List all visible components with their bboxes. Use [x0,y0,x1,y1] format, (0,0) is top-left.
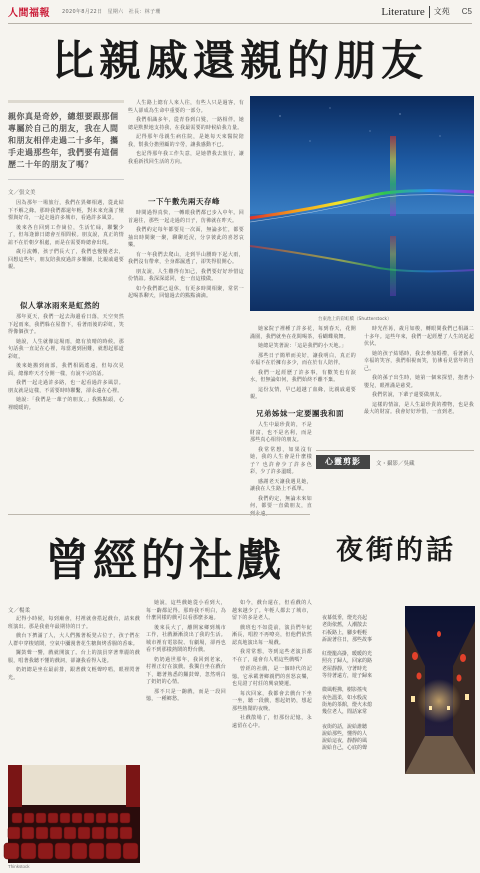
paragraph: 我的孫子出生時，她第一個來探望，抱著小嬰兒，眼裡滿是慈愛。 [364,375,474,389]
paragraph: 我常常想，如果沒有她，我的人生會是什麼樣子？也許會少了許多色彩，少了許多溫暖。 [250,446,312,475]
poem-line: 等待著遠方，遊子歸來 [322,673,373,680]
poem-line: 紅燈籠高掛，暖暖的光 [322,651,373,658]
section-label [381,6,449,18]
article-column-3 [250,326,356,404]
paragraph: 戲班也不如從前，演員們年紀漸長，唱腔不再嘹亮，但他們依然認真地演出每一場戲。 [232,624,312,646]
article2-column-3 [232,600,312,862]
photo-caption: 台東池上的彩虹橋（Shutterstock） [318,317,392,322]
paragraph: 社戲散場了，但那份記憶，永遠留在心中。 [232,715,312,729]
section-divider [8,514,310,515]
paragraph: 奶奶總是坐在最前排，跟著戲文輕聲哼唱，眼裡閃著光。 [8,667,140,681]
article-column-2 [128,100,244,190]
paragraph: 她說，人生就像這場雨，總有放晴的時候。那句話我一直記在心裡，每當遇到困難，就想起那道彩虹。 [8,338,124,360]
paragraph: 我們約定，無論未來如何，都要一直做朋友，直 [250,495,312,509]
paragraph: 因為那年一場旅行，我們在異鄉相遇，從此結下不解之緣。那時我們都還年輕，對未來充滿了憧憬與好奇，一起走過許多城市，看過許多風景。 [8,200,124,221]
paragraph: 我們相識多年，從青春到白髮，一路相伴。她總是默默地支持我，在我最需要的時候給我力量。 [128,117,244,131]
poem-stanza [322,615,402,644]
paragraph: 那年夏天，我們一起去海邊看日落，天空突然下起雨來，我們躲在屋簷下，看著雨後的彩虹，笑得像個孩子。 [8,314,124,335]
paragraph: 朋友說，人生難得有知己，我們要好好珍惜這份情誼。我深深認同，也一直這樣做。 [128,268,244,282]
paragraph: 也記得那年我工作失意，是她帶我去旅行，讓我重新找回生活的方向。 [128,151,244,165]
paragraph: 時光荏苒，歲月如梭，轉眼間我們已相識二十多年。這些年來，我們一起經歷了人生的起起伏伏。 [364,326,474,347]
theater-seats-photo [8,765,140,863]
night-street-photo [405,606,475,774]
section-divider [316,450,474,451]
poem-line: 街角的茶館，燈火未熄 [322,701,373,708]
article-column-1b [8,314,124,510]
section-name-en: Literature [381,6,429,18]
paragraph: 感謝老天讓我遇見她，讓我在人生路上不孤單。 [250,478,312,492]
paragraph: 她說：「我們是一輩子的朋友。」我點點頭，心裡暖暖的。 [8,397,124,411]
article-column-2b [128,210,244,510]
paragraph: 曾經的社戲，是一個時代的記憶。它承載著鄉親們的喜怒哀樂，也見證了村莊的興衰變遷。 [232,666,312,687]
paragraph: 我們一起經歷了許多事，有歡笑也有淚水，但無論如何，我們始終不離不棄。 [250,369,356,383]
article-headline: 比親戚還親的朋友 [51,36,428,85]
poem-stanza [322,687,402,716]
poem-line: 幾位老人，閒話家常 [322,709,368,716]
paragraph: 我常常想，等到這些老演員都不在了，還會有人唱這些戲嗎？ [232,649,312,663]
paragraph: 如今，戲台還在，但看戲的人越來越少了。年輕人都去了城市，留下的多是老人。 [232,600,312,621]
paragraph: 如今我們都已退休，有更多時間相聚，常常一起喝茶聊天，回憶過去的點點滴滴。 [128,285,244,299]
poem-title: 夜街的話 [336,535,456,566]
subheading: 一下午數先兩天存峰 [148,197,220,206]
paragraph: 每次回家，我都會去戲台下坐一坐，聽一段戲，想起奶奶，想起那些熱鬧的夜晚。 [232,690,312,712]
paragraph: 戲台下擠滿了人，大人們搬著板凳占位子，孩子們在人群中穿梭嬉鬧，空氣中瀰漫著花生糖與烤香腸的香味。 [8,633,140,647]
poem-stanza [322,724,402,753]
paragraph: 後來長大了，離開家鄉到城市工作，社戲漸漸淡出了我的生活。城市裡有電影院、有劇場，卻再也看不到那樣熱鬧的野台戲。 [146,624,226,653]
column-tag: 心靈剪影 [316,455,370,469]
poem-line: 說給這夜，靜靜的風 [322,738,368,745]
paragraph: 她家院子裡種了許多花，每到春天，花開滿園，我們就坐在花間喝茶，看蝴蝶飛舞。 [250,326,356,340]
paragraph: 時間過得真快，一轉眼我們都已步入中年。回首過往，那些一起走過的日子，彷彿就在昨天。 [128,210,244,224]
paragraph: 她總是笑著說：「這是我們的小天地。」 [258,343,347,349]
article-byline: 文／張文美 [8,190,36,196]
poem-line: 照亮了歸人，回家的路 [322,658,373,665]
page-header [8,0,472,24]
poem-line: 訴說著往日，那些故事 [322,636,373,643]
paragraph: 後來她搬到南部，我們相隔遙遠，但每次見面，總像昨天才分開一樣，有說不完的話。 [8,363,124,377]
paragraph: 記得小時候，每到廟會，村裡就會搭起戲台，請來戲班演出。那是我童年最期待的日子。 [8,616,140,630]
poem-line: 老街依舊，人潮散去 [322,622,368,629]
poem-line: 石板路上，腳步輕輕 [322,629,368,636]
page-number: C5 [461,7,472,16]
paragraph: 她的孩子結婚時，我去參加婚禮，看著新人幸福的笑容，我們相視而笑，彷彿看見當年的自己。 [364,350,474,372]
paragraph: 這樣的情誼，是人生最珍貴的禮物，也是我最大的財富。我會好好珍惜，一直到老。 [364,401,474,415]
paragraph: 那些日子簡單而美好，讓我明白，真正的幸福不在於擁有多少，而在於有人陪伴。 [250,352,356,366]
article-headline: 曾經的社戲 [45,535,285,586]
poem-line: 說給自己，心底的聲 [322,745,368,752]
article-byline: 文／楊柔 [8,608,31,614]
paragraph: 鑼鼓聲一響，戲就開演了。台上的演員穿著華麗的戲服，唱著我聽不懂的戲詞，卻讓我看得入迷。 [8,650,140,664]
section-name-cn: 文苑 [433,7,450,16]
poem-line: 說給那些，懂得的人 [322,730,368,737]
paragraph: 這份友情，早已超越了血緣，比親戚還要親。 [250,386,356,400]
subheading: 似人掌冰雨來是虹然的 [20,301,100,310]
subheading: 兄弟姊妹一定要團我和面 [256,409,344,418]
paragraph: 後來各自回到工作崗位，生活忙碌，聯繫少了，但每逢節日總會互相問候。朋友說，真正的情誼不在於朝夕相處，而是在需要時總會出現。 [8,224,124,246]
paragraph: 記得那年母親生病住院，是她每天來醫院陪我，幫我分擔照顧的辛勞，讓我感動不已。 [128,134,244,148]
rainbow-bridge-photo [250,96,474,311]
newspaper-logo: 人間福報 [8,8,50,19]
paragraph: 我們常說，下輩子還要做朋友。 [372,392,445,398]
paragraph: 我們一起走過許多路，也一起看過許多風景。朋友就是這樣，不需要時時聯繫，卻永遠在心裡。 [8,380,124,394]
article-lead [8,100,124,180]
lead-text: 親你真是奇妙，總想要跟那個專屬於自己的朋友，我在人間和朋友相伴走過二十多年，攜手走過那些年，我們要有這個歷二十年的朋友了嗎？ [8,112,119,169]
poem-line: 微風輕拂，樹影搖曳 [322,687,368,694]
article2-column-1 [8,616,140,762]
paragraph: 歲月流轉，孩子們長大了，我們也慢慢老去，回想這些年，朋友陪我度過許多難關，比親戚還要親。 [8,249,124,270]
poem-stanza [322,651,402,680]
poem-line: 夜色溫柔，如水般流 [322,694,368,701]
poem-line: 老屋靜靜，守著時光 [322,665,368,672]
photo-caption: Thinkstock [8,864,30,869]
poem-line: 夜幕低垂，燈光亮起 [322,615,368,621]
article-column-1 [8,200,124,298]
paragraph: 我們約定每年都要見一次面，無論多忙，都要抽出時間聚一聚，聊聊近況，分享彼此的喜怒哀樂。 [128,227,244,248]
poem-body [322,615,402,760]
issue-meta: 2020年8月22日 星期六 社長：林子珊 [62,9,161,15]
poem-line: 夜街的話，說給誰聽 [322,723,368,730]
article-column-4 [364,326,474,450]
article2-column-2 [146,600,226,862]
article-column-3b [250,422,312,510]
paragraph: 有一年我們去爬山，走到半山腰時下起大雨，我們沒有帶傘，全身都濕透了，卻笑得很開心。 [128,251,244,265]
poem-byline: 文・攝影／吳藏 [376,461,415,467]
paragraph: 那不只是一齣戲，而是一段回憶，一種鄉愁。 [146,688,226,702]
paragraph: 她說，這些戲她從小看到大，每一齣都記得。那時我不明白，為什麼同樣的戲可以看那麼多遍。 [146,600,226,621]
paragraph: 奶奶過世那年，我回到老家，村裡正好在演戲。我獨自坐在戲台下，聽著熟悉的鑼鼓聲，忽然明白了奶奶的心情。 [146,656,226,685]
paragraph: 人生中最珍貴的，不是財富，也不是名利，而是那些真心相待的朋友。 [250,422,312,443]
paragraph: 人生路上總有人來人往，有些人只是過客，有些人卻成為生命中重要的一部分。 [128,100,244,114]
